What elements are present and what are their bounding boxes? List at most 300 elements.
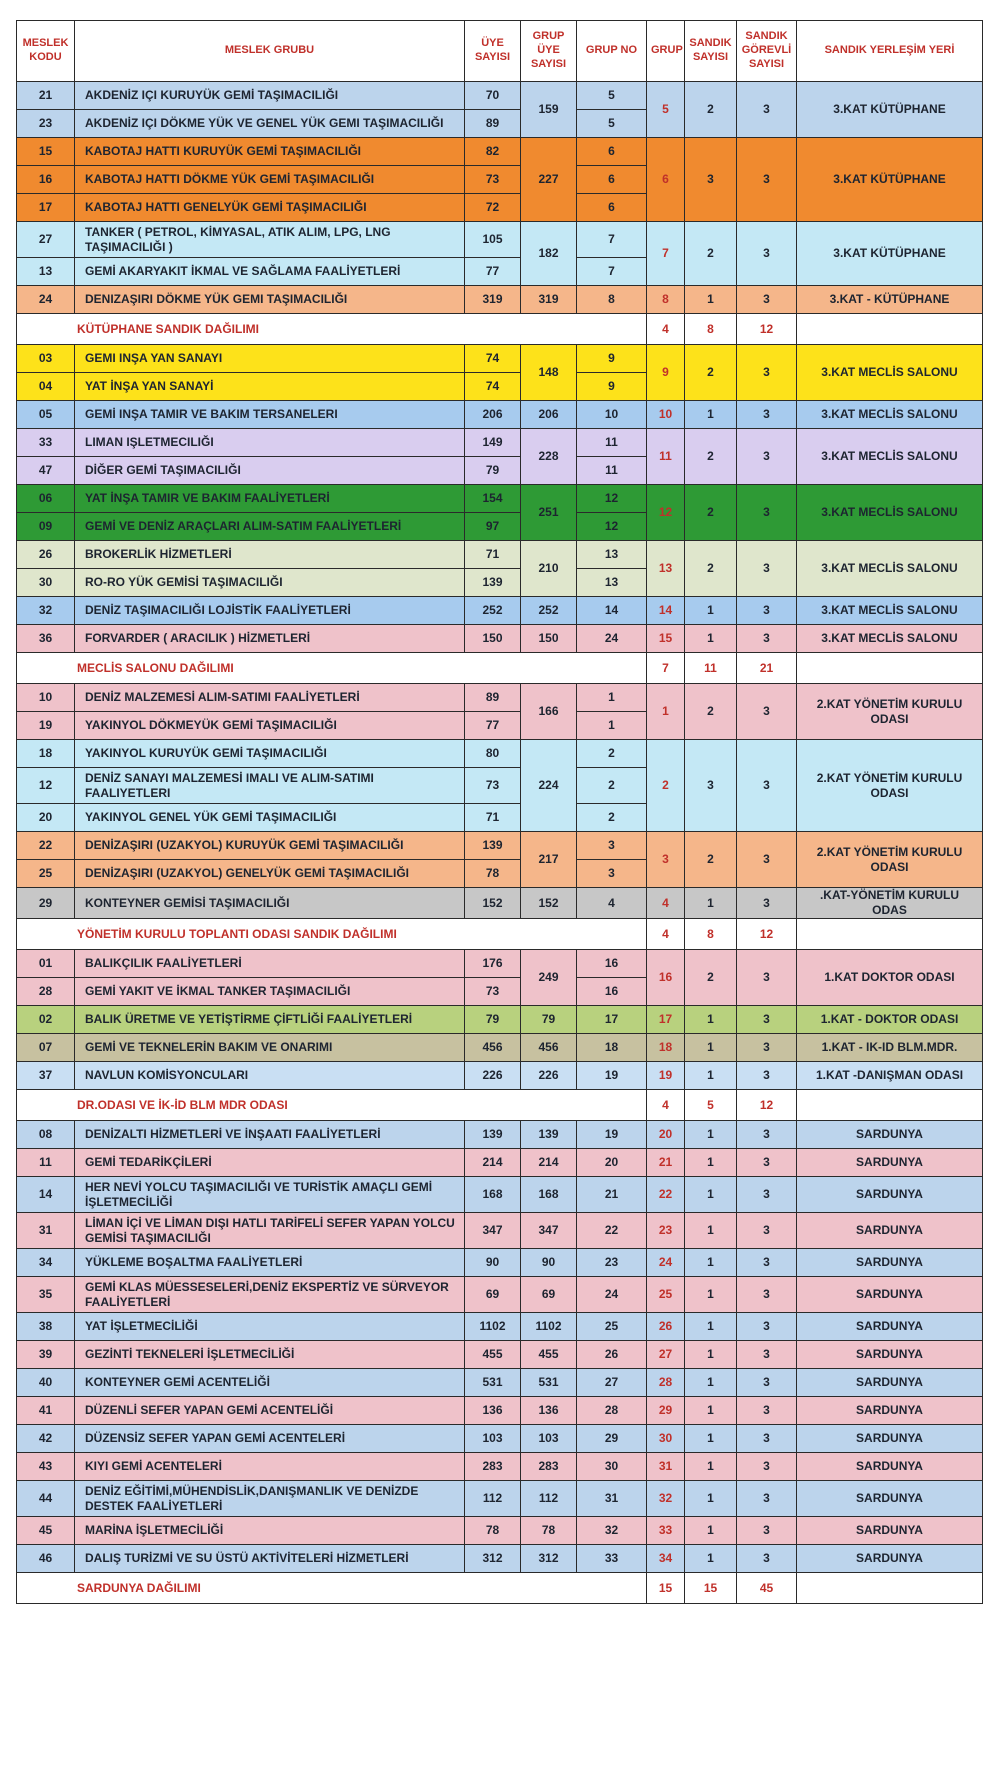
section-group-total: 4 — [647, 919, 685, 950]
member-count: 71 — [465, 804, 521, 832]
group-id: 26 — [647, 1313, 685, 1341]
table-row — [17, 888, 983, 919]
group-id: 22 — [647, 1177, 685, 1213]
box-officer-count: 3 — [737, 82, 797, 138]
occupation-code: 15 — [17, 138, 75, 166]
occupation-name: GEMİ VE TEKNELERİN BAKIM VE ONARIMI — [75, 1034, 465, 1062]
table-row — [17, 740, 983, 768]
occupation-code: 03 — [17, 345, 75, 373]
group-member-count: 217 — [521, 832, 577, 888]
box-count: 2 — [685, 485, 737, 541]
member-count: 456 — [465, 1034, 521, 1062]
group-number: 13 — [577, 569, 647, 597]
group-number: 24 — [577, 1277, 647, 1313]
member-count: 79 — [465, 457, 521, 485]
occupation-name: RO-RO YÜK GEMİSİ TAŞIMACILIĞI — [75, 569, 465, 597]
box-officer-count: 3 — [737, 1121, 797, 1149]
table-row — [17, 1277, 983, 1313]
member-count: 154 — [465, 485, 521, 513]
member-count: 112 — [465, 1481, 521, 1517]
occupation-name: KONTEYNER GEMİSİ TAŞIMACILIĞI — [75, 888, 465, 919]
group-member-count: 103 — [521, 1425, 577, 1453]
occupation-name: DENİZ SANAYI MALZEMESİ IMALI VE ALIM-SATIMI FAALIYETLERI — [75, 768, 465, 804]
occupation-name: YÜKLEME BOŞALTMA FAALİYETLERİ — [75, 1249, 465, 1277]
table-row — [17, 1177, 983, 1213]
section-summary-blank — [797, 653, 983, 684]
box-count: 2 — [685, 82, 737, 138]
box-officer-count: 3 — [737, 1369, 797, 1397]
member-count: 74 — [465, 373, 521, 401]
table-row — [17, 1453, 983, 1481]
occupation-name: GEZİNTİ TEKNELERİ İŞLETMECİLİĞİ — [75, 1341, 465, 1369]
box-location: SARDUNYA — [797, 1481, 983, 1517]
group-member-count: 112 — [521, 1481, 577, 1517]
section-officer-total: 45 — [737, 1573, 797, 1604]
occupation-code: 45 — [17, 1517, 75, 1545]
group-number: 32 — [577, 1517, 647, 1545]
group-number: 12 — [577, 513, 647, 541]
table-row — [17, 345, 983, 373]
table-row — [17, 485, 983, 513]
table-row — [17, 597, 983, 625]
occupation-name: YAKINYOL KURUYÜK GEMİ TAŞIMACILIĞI — [75, 740, 465, 768]
occupation-code: 35 — [17, 1277, 75, 1313]
group-id: 32 — [647, 1481, 685, 1517]
box-location: SARDUNYA — [797, 1213, 983, 1249]
occupation-code: 46 — [17, 1545, 75, 1573]
occupation-code: 39 — [17, 1341, 75, 1369]
group-number: 3 — [577, 860, 647, 888]
occupation-name: GEMI INŞA YAN SANAYI — [75, 345, 465, 373]
occupation-code: 32 — [17, 597, 75, 625]
section-summary-row — [17, 653, 983, 684]
group-number: 20 — [577, 1149, 647, 1177]
allocation-table — [16, 20, 983, 1604]
box-location: 3.KAT MECLİS SALONU — [797, 345, 983, 401]
box-count: 1 — [685, 1006, 737, 1034]
header-group-name: MESLEK GRUBU — [75, 21, 465, 82]
section-summary-row — [17, 314, 983, 345]
group-member-count: 159 — [521, 82, 577, 138]
group-id: 23 — [647, 1213, 685, 1249]
box-officer-count: 3 — [737, 1425, 797, 1453]
box-location: 3.KAT MECLİS SALONU — [797, 485, 983, 541]
member-count: 77 — [465, 712, 521, 740]
group-id: 5 — [647, 82, 685, 138]
group-id: 16 — [647, 950, 685, 1006]
group-member-count: 319 — [521, 286, 577, 314]
box-count: 2 — [685, 222, 737, 286]
box-location: SARDUNYA — [797, 1313, 983, 1341]
group-id: 14 — [647, 597, 685, 625]
group-id: 18 — [647, 1034, 685, 1062]
box-officer-count: 3 — [737, 401, 797, 429]
table-header — [17, 21, 983, 82]
occupation-code: 44 — [17, 1481, 75, 1517]
box-location: 1.KAT -DANIŞMAN ODASI — [797, 1062, 983, 1090]
section-summary-row — [17, 1090, 983, 1121]
occupation-name: KONTEYNER GEMİ ACENTELİĞİ — [75, 1369, 465, 1397]
group-id: 8 — [647, 286, 685, 314]
group-member-count: 168 — [521, 1177, 577, 1213]
table-row — [17, 832, 983, 860]
table-row — [17, 429, 983, 457]
occupation-code: 26 — [17, 541, 75, 569]
table-row — [17, 82, 983, 110]
box-count: 1 — [685, 1341, 737, 1369]
box-officer-count: 3 — [737, 222, 797, 286]
occupation-name: KABOTAJ HATTI GENELYÜK GEMİ TAŞIMACILIĞI — [75, 194, 465, 222]
member-count: 71 — [465, 541, 521, 569]
box-officer-count: 3 — [737, 345, 797, 401]
member-count: 73 — [465, 166, 521, 194]
section-summary-blank — [797, 314, 983, 345]
occupation-name: DÜZENSİZ SEFER YAPAN GEMİ ACENTELERİ — [75, 1425, 465, 1453]
box-location: 3.KAT MECLİS SALONU — [797, 597, 983, 625]
group-number: 16 — [577, 950, 647, 978]
box-count: 3 — [685, 138, 737, 222]
box-location: SARDUNYA — [797, 1453, 983, 1481]
group-number: 1 — [577, 712, 647, 740]
occupation-name: MARİNA İŞLETMECİLİĞİ — [75, 1517, 465, 1545]
group-number: 6 — [577, 194, 647, 222]
group-member-count: 166 — [521, 684, 577, 740]
box-count: 1 — [685, 1034, 737, 1062]
section-group-total: 4 — [647, 314, 685, 345]
group-number: 8 — [577, 286, 647, 314]
occupation-code: 31 — [17, 1213, 75, 1249]
occupation-name: DENİZ EĞİTİMİ,MÜHENDİSLİK,DANIŞMANLIK VE DENİZDE DESTEK FAALİYETLERİ — [75, 1481, 465, 1517]
section-summary-blank — [797, 919, 983, 950]
box-count: 1 — [685, 1453, 737, 1481]
member-count: 283 — [465, 1453, 521, 1481]
group-number: 23 — [577, 1249, 647, 1277]
occupation-name: GEMİ INŞA TAMIR VE BAKIM TERSANELERI — [75, 401, 465, 429]
box-count: 1 — [685, 1062, 737, 1090]
box-count: 2 — [685, 345, 737, 401]
member-count: 319 — [465, 286, 521, 314]
group-id: 28 — [647, 1369, 685, 1397]
group-id: 17 — [647, 1006, 685, 1034]
group-member-count: 79 — [521, 1006, 577, 1034]
table-row — [17, 1121, 983, 1149]
member-count: 89 — [465, 684, 521, 712]
occupation-name: GEMİ AKARYAKIT İKMAL VE SAĞLAMA FAALİYETLERİ — [75, 258, 465, 286]
section-box-total: 5 — [685, 1090, 737, 1121]
occupation-code: 36 — [17, 625, 75, 653]
group-id: 19 — [647, 1062, 685, 1090]
occupation-code: 27 — [17, 222, 75, 258]
group-number: 28 — [577, 1397, 647, 1425]
member-count: 206 — [465, 401, 521, 429]
group-number: 13 — [577, 541, 647, 569]
member-count: 139 — [465, 1121, 521, 1149]
occupation-code: 43 — [17, 1453, 75, 1481]
group-member-count: 1102 — [521, 1313, 577, 1341]
table-row — [17, 222, 983, 258]
member-count: 150 — [465, 625, 521, 653]
group-id: 15 — [647, 625, 685, 653]
occupation-code: 30 — [17, 569, 75, 597]
group-id: 21 — [647, 1149, 685, 1177]
box-location: 1.KAT DOKTOR ODASI — [797, 950, 983, 1006]
section-box-total: 8 — [685, 314, 737, 345]
box-location: 3.KAT MECLİS SALONU — [797, 401, 983, 429]
group-member-count: 182 — [521, 222, 577, 286]
table-row — [17, 1213, 983, 1249]
occupation-name: NAVLUN KOMİSYONCULARI — [75, 1062, 465, 1090]
box-officer-count: 3 — [737, 429, 797, 485]
group-id: 27 — [647, 1341, 685, 1369]
box-location: SARDUNYA — [797, 1517, 983, 1545]
section-summary-title: MECLİS SALONU DAĞILIMI — [17, 653, 647, 684]
member-count: 136 — [465, 1397, 521, 1425]
member-count: 72 — [465, 194, 521, 222]
box-location: 2.KAT YÖNETİM KURULU ODASI — [797, 684, 983, 740]
box-location: 3.KAT - KÜTÜPHANE — [797, 286, 983, 314]
section-group-total: 4 — [647, 1090, 685, 1121]
group-number: 7 — [577, 222, 647, 258]
group-number: 19 — [577, 1121, 647, 1149]
section-box-total: 8 — [685, 919, 737, 950]
group-member-count: 228 — [521, 429, 577, 485]
member-count: 312 — [465, 1545, 521, 1573]
section-officer-total: 12 — [737, 919, 797, 950]
occupation-name: KABOTAJ HATTI DÖKME YÜK GEMİ TAŞIMACILIĞI — [75, 166, 465, 194]
occupation-name: KIYI GEMİ ACENTELERİ — [75, 1453, 465, 1481]
occupation-code: 19 — [17, 712, 75, 740]
header-box-officers: SANDIK GÖREVLİ SAYISI — [737, 21, 797, 82]
group-number: 19 — [577, 1062, 647, 1090]
group-id: 31 — [647, 1453, 685, 1481]
member-count: 82 — [465, 138, 521, 166]
member-count: 347 — [465, 1213, 521, 1249]
group-member-count: 210 — [521, 541, 577, 597]
occupation-code: 12 — [17, 768, 75, 804]
box-officer-count: 3 — [737, 1062, 797, 1090]
occupation-code: 18 — [17, 740, 75, 768]
occupation-code: 41 — [17, 1397, 75, 1425]
section-summary-title: DR.ODASI VE İK-İD BLM MDR ODASI — [17, 1090, 647, 1121]
box-location: SARDUNYA — [797, 1277, 983, 1313]
occupation-name: YAT İNŞA YAN SANAYİ — [75, 373, 465, 401]
header-members: ÜYE SAYISI — [465, 21, 521, 82]
group-id: 13 — [647, 541, 685, 597]
member-count: 69 — [465, 1277, 521, 1313]
occupation-code: 16 — [17, 166, 75, 194]
group-id: 10 — [647, 401, 685, 429]
group-number: 30 — [577, 1453, 647, 1481]
member-count: 80 — [465, 740, 521, 768]
table-body — [17, 82, 983, 1604]
occupation-code: 04 — [17, 373, 75, 401]
occupation-name: BALIKÇILIK FAALİYETLERİ — [75, 950, 465, 978]
section-officer-total: 12 — [737, 314, 797, 345]
member-count: 139 — [465, 832, 521, 860]
group-number: 16 — [577, 978, 647, 1006]
occupation-code: 21 — [17, 82, 75, 110]
group-member-count: 69 — [521, 1277, 577, 1313]
group-member-count: 152 — [521, 888, 577, 919]
table-row — [17, 1425, 983, 1453]
group-id: 30 — [647, 1425, 685, 1453]
group-number: 26 — [577, 1341, 647, 1369]
member-count: 176 — [465, 950, 521, 978]
occupation-code: 02 — [17, 1006, 75, 1034]
box-count: 1 — [685, 1149, 737, 1177]
group-member-count: 90 — [521, 1249, 577, 1277]
table-row — [17, 1249, 983, 1277]
member-count: 73 — [465, 978, 521, 1006]
box-location: 3.KAT KÜTÜPHANE — [797, 222, 983, 286]
member-count: 74 — [465, 345, 521, 373]
group-member-count: 214 — [521, 1149, 577, 1177]
occupation-name: FORVARDER ( ARACILIK ) HİZMETLERİ — [75, 625, 465, 653]
header-group: GRUP — [647, 21, 685, 82]
box-officer-count: 3 — [737, 597, 797, 625]
box-location: 1.KAT - IK-ID BLM.MDR. — [797, 1034, 983, 1062]
section-group-total: 15 — [647, 1573, 685, 1604]
occupation-code: 20 — [17, 804, 75, 832]
section-summary-title: SARDUNYA DAĞILIMI — [17, 1573, 647, 1604]
occupation-name: BALIK ÜRETME VE YETİŞTİRME ÇİFTLİĞİ FAALİYETLERİ — [75, 1006, 465, 1034]
occupation-code: 11 — [17, 1149, 75, 1177]
group-member-count: 347 — [521, 1213, 577, 1249]
box-count: 1 — [685, 597, 737, 625]
group-id: 4 — [647, 888, 685, 919]
box-officer-count: 3 — [737, 1006, 797, 1034]
group-member-count: 78 — [521, 1517, 577, 1545]
box-location: 3.KAT KÜTÜPHANE — [797, 138, 983, 222]
table-row — [17, 684, 983, 712]
section-summary-blank — [797, 1573, 983, 1604]
occupation-code: 29 — [17, 888, 75, 919]
group-number: 25 — [577, 1313, 647, 1341]
table-row — [17, 138, 983, 166]
box-count: 1 — [685, 401, 737, 429]
box-count: 1 — [685, 1369, 737, 1397]
occupation-code: 42 — [17, 1425, 75, 1453]
section-summary-row — [17, 919, 983, 950]
box-officer-count: 3 — [737, 1249, 797, 1277]
box-officer-count: 3 — [737, 485, 797, 541]
occupation-name: AKDENİZ IÇI DÖKME YÜK VE GENEL YÜK GEMI TAŞIMACILIĞI — [75, 110, 465, 138]
group-number: 33 — [577, 1545, 647, 1573]
group-id: 25 — [647, 1277, 685, 1313]
box-location: 2.KAT YÖNETİM KURULU ODASI — [797, 740, 983, 832]
box-count: 1 — [685, 1121, 737, 1149]
member-count: 70 — [465, 82, 521, 110]
group-number: 2 — [577, 768, 647, 804]
box-officer-count: 3 — [737, 1545, 797, 1573]
group-member-count: 226 — [521, 1062, 577, 1090]
box-location: .KAT-YÖNETİM KURULU ODAS — [797, 888, 983, 919]
table-row — [17, 401, 983, 429]
group-member-count: 312 — [521, 1545, 577, 1573]
occupation-code: 38 — [17, 1313, 75, 1341]
occupation-name: DENİZ MALZEMESİ ALIM-SATIMI FAALİYETLERİ — [75, 684, 465, 712]
group-number: 18 — [577, 1034, 647, 1062]
occupation-code: 24 — [17, 286, 75, 314]
header-box-count: SANDIK SAYISI — [685, 21, 737, 82]
occupation-name: AKDENİZ IÇI KURUYÜK GEMİ TAŞIMACILIĞI — [75, 82, 465, 110]
box-location: SARDUNYA — [797, 1369, 983, 1397]
group-member-count: 455 — [521, 1341, 577, 1369]
box-count: 1 — [685, 1545, 737, 1573]
member-count: 105 — [465, 222, 521, 258]
box-location: 3.KAT MECLİS SALONU — [797, 541, 983, 597]
group-number: 9 — [577, 373, 647, 401]
member-count: 77 — [465, 258, 521, 286]
section-group-total: 7 — [647, 653, 685, 684]
group-number: 29 — [577, 1425, 647, 1453]
box-location: 2.KAT YÖNETİM KURULU ODASI — [797, 832, 983, 888]
table-row — [17, 1369, 983, 1397]
group-number: 2 — [577, 804, 647, 832]
box-location: SARDUNYA — [797, 1425, 983, 1453]
member-count: 78 — [465, 1517, 521, 1545]
table-row — [17, 625, 983, 653]
occupation-code: 07 — [17, 1034, 75, 1062]
member-count: 531 — [465, 1369, 521, 1397]
box-location: 3.KAT MECLİS SALONU — [797, 625, 983, 653]
section-summary-row — [17, 1573, 983, 1604]
box-count: 1 — [685, 1277, 737, 1313]
group-number: 7 — [577, 258, 647, 286]
box-officer-count: 3 — [737, 950, 797, 1006]
group-number: 5 — [577, 82, 647, 110]
table-row — [17, 1006, 983, 1034]
box-count: 1 — [685, 1397, 737, 1425]
box-officer-count: 3 — [737, 684, 797, 740]
group-member-count: 150 — [521, 625, 577, 653]
group-id: 7 — [647, 222, 685, 286]
occupation-name: YAKINYOL DÖKMEYÜK GEMİ TAŞIMACILIĞI — [75, 712, 465, 740]
occupation-name: DENİZALTI HİZMETLERİ VE İNŞAATI FAALİYETLERİ — [75, 1121, 465, 1149]
occupation-code: 01 — [17, 950, 75, 978]
member-count: 252 — [465, 597, 521, 625]
group-number: 17 — [577, 1006, 647, 1034]
section-box-total: 15 — [685, 1573, 737, 1604]
occupation-name: TANKER ( PETROL, KİMYASAL, ATIK ALIM, LPG, LNG TAŞIMACILIĞI ) — [75, 222, 465, 258]
box-officer-count: 3 — [737, 1177, 797, 1213]
occupation-code: 05 — [17, 401, 75, 429]
box-count: 1 — [685, 1213, 737, 1249]
group-number: 31 — [577, 1481, 647, 1517]
occupation-name: DENIZAŞIRI DÖKME YÜK GEMI TAŞIMACILIĞI — [75, 286, 465, 314]
box-count: 1 — [685, 1425, 737, 1453]
occupation-name: DÜZENLİ SEFER YAPAN GEMİ ACENTELİĞİ — [75, 1397, 465, 1425]
group-number: 27 — [577, 1369, 647, 1397]
group-number: 14 — [577, 597, 647, 625]
group-member-count: 227 — [521, 138, 577, 222]
group-member-count: 251 — [521, 485, 577, 541]
group-number: 6 — [577, 138, 647, 166]
occupation-code: 06 — [17, 485, 75, 513]
occupation-code: 10 — [17, 684, 75, 712]
table-row — [17, 1517, 983, 1545]
occupation-code: 08 — [17, 1121, 75, 1149]
group-member-count: 206 — [521, 401, 577, 429]
header-group-members: GRUP ÜYE SAYISI — [521, 21, 577, 82]
group-number: 4 — [577, 888, 647, 919]
occupation-name: DİĞER GEMİ TAŞIMACILIĞI — [75, 457, 465, 485]
occupation-name: HER NEVİ YOLCU TAŞIMACILIĞI VE TURİSTİK AMAÇLI GEMİ İŞLETMECİLİĞİ — [75, 1177, 465, 1213]
box-officer-count: 3 — [737, 625, 797, 653]
occupation-name: LIMAN IŞLETMECILIĞI — [75, 429, 465, 457]
occupation-code: 14 — [17, 1177, 75, 1213]
group-member-count: 531 — [521, 1369, 577, 1397]
